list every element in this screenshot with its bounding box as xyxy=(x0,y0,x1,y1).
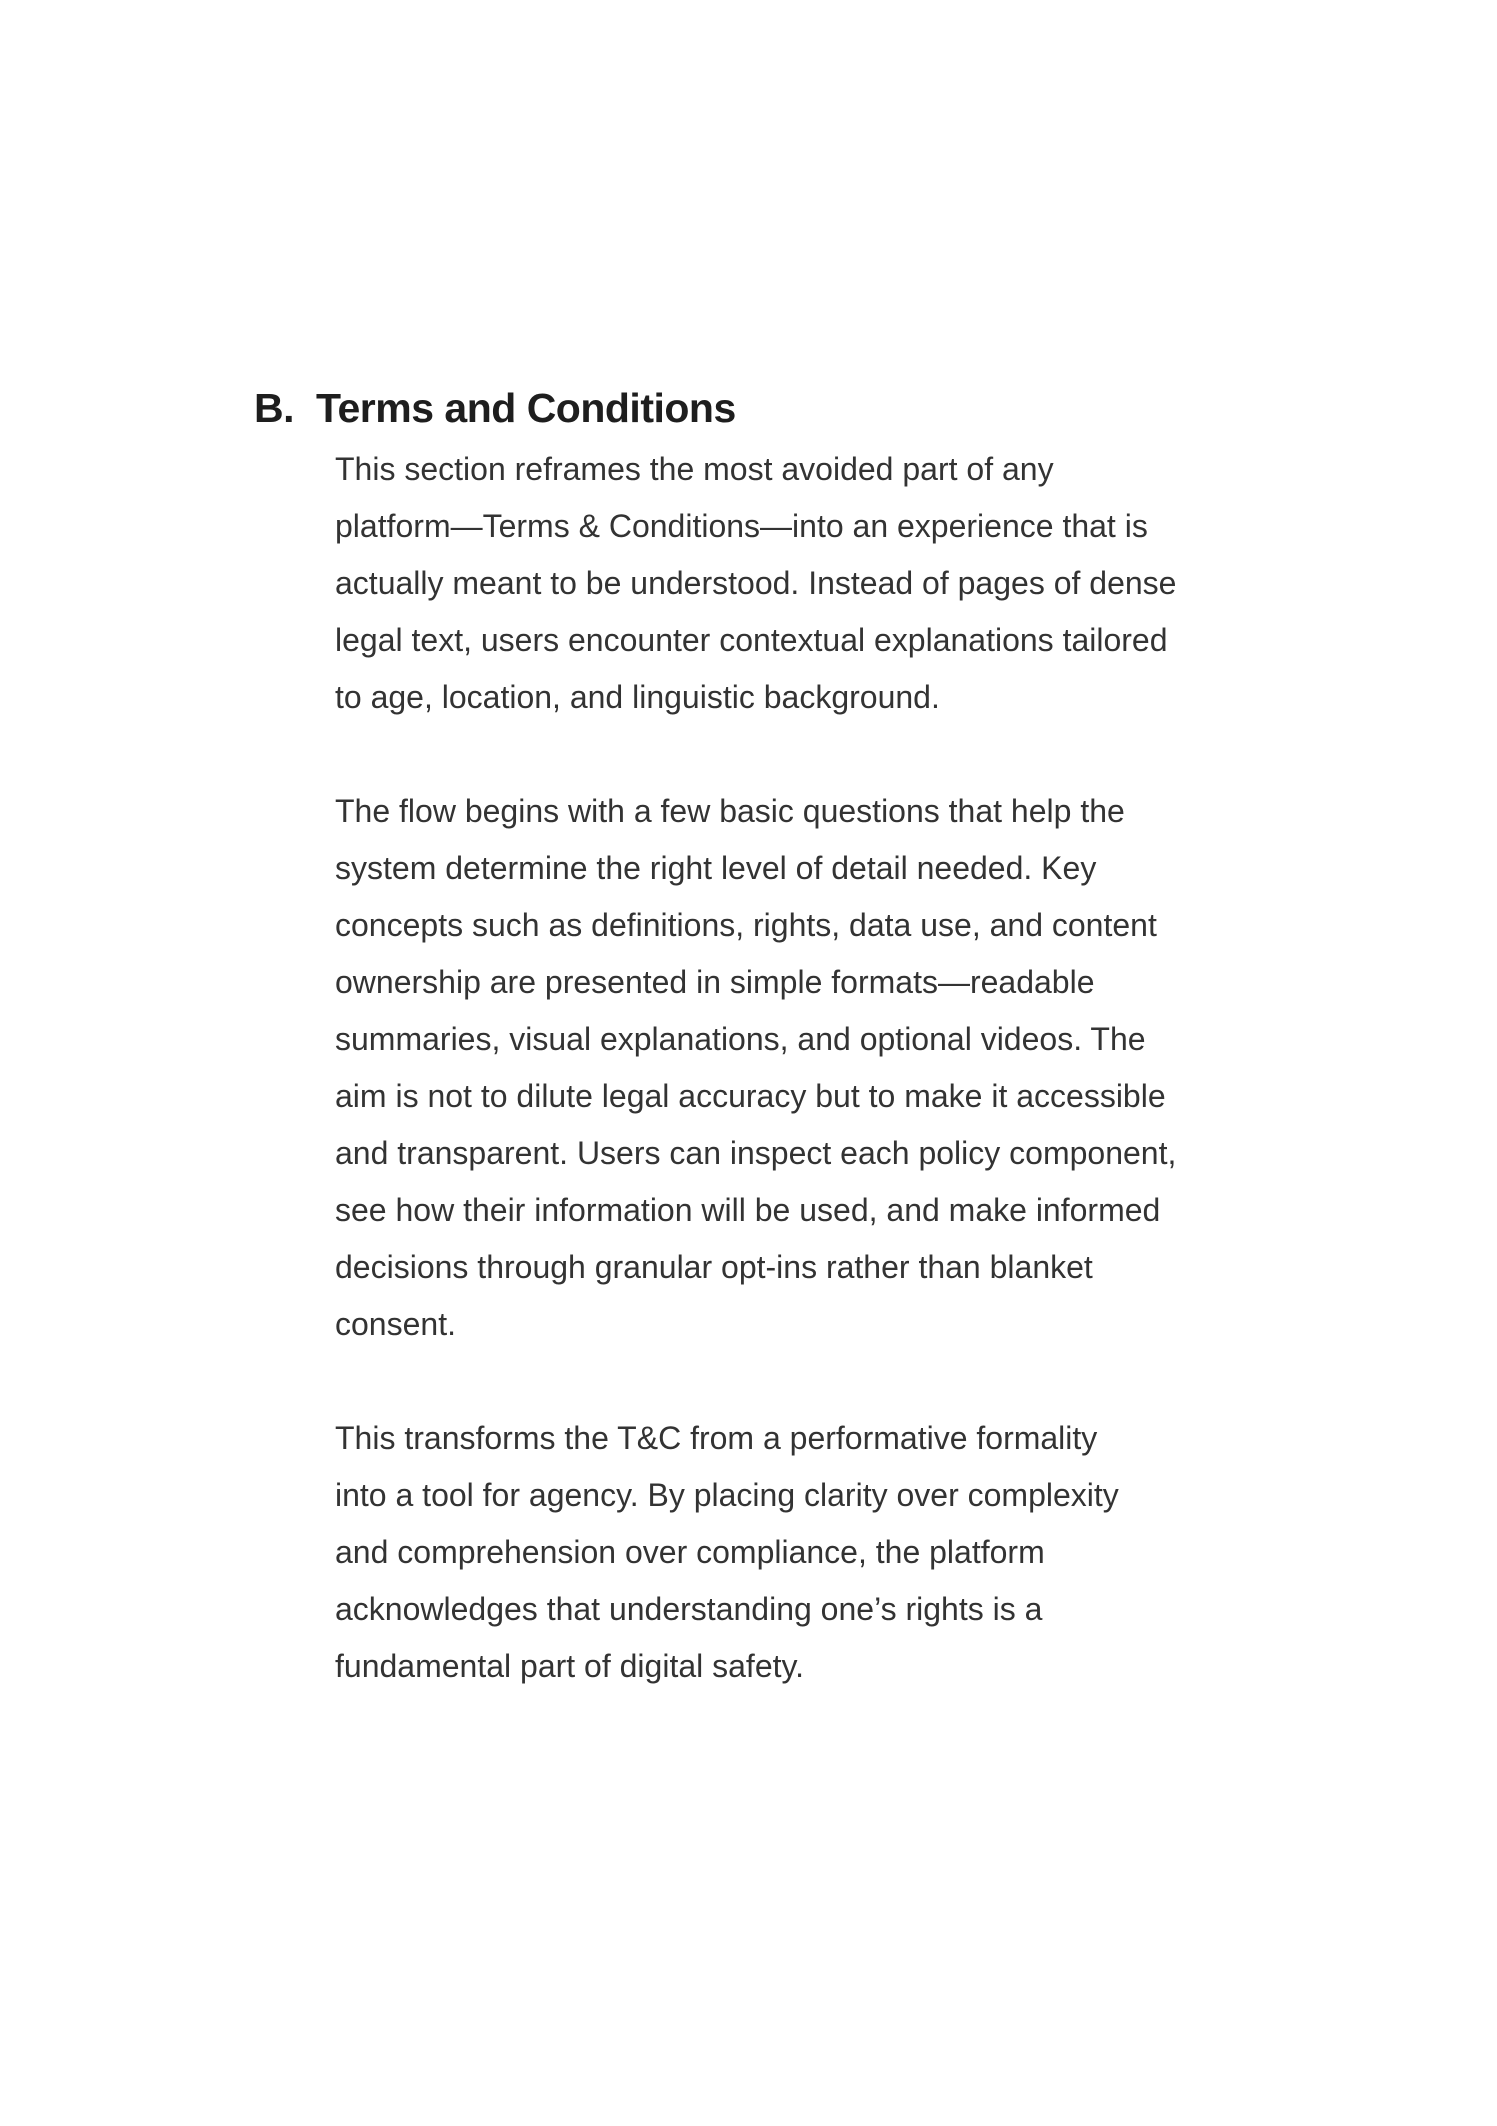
text-line: summaries, visual explanations, and optional videos. The xyxy=(335,1021,1146,1057)
text-line: concepts such as definitions, rights, data use, and content xyxy=(335,907,1157,943)
text-line: decisions through granular opt-ins rather than blanket xyxy=(335,1249,1093,1285)
text-line: and comprehension over compliance, the platform xyxy=(335,1534,1045,1570)
text-line: ownership are presented in simple formats—readable xyxy=(335,964,1095,1000)
text-line: legal text, users encounter contextual explanations tailored xyxy=(335,622,1168,658)
paragraph-conclusion xyxy=(335,1410,1250,1695)
paragraph-flow xyxy=(335,783,1250,1353)
text-line: acknowledges that understanding one’s rights is a xyxy=(335,1591,1043,1627)
text-line: fundamental part of digital safety. xyxy=(335,1648,805,1684)
text-line: into a tool for agency. By placing clarity over complexity xyxy=(335,1477,1119,1513)
text-line: The flow begins with a few basic questions that help the xyxy=(335,793,1125,829)
section-heading xyxy=(254,382,736,434)
text-line: platform—Terms & Conditions—into an experience that is xyxy=(335,508,1148,544)
paragraph-intro xyxy=(335,441,1250,726)
section-body xyxy=(335,441,1250,1752)
text-line: This section reframes the most avoided part of any xyxy=(335,451,1054,487)
text-line: system determine the right level of detail needed. Key xyxy=(335,850,1097,886)
section-title: Terms and Conditions xyxy=(316,385,736,431)
text-line: actually meant to be understood. Instead of pages of dense xyxy=(335,565,1177,601)
text-line: to age, location, and linguistic background. xyxy=(335,679,940,715)
section-letter: B. xyxy=(254,385,294,431)
text-line: consent. xyxy=(335,1306,456,1342)
text-line: aim is not to dilute legal accuracy but to make it accessible xyxy=(335,1078,1166,1114)
text-line: This transforms the T&C from a performative formality xyxy=(335,1420,1098,1456)
text-line: see how their information will be used, and make informed xyxy=(335,1192,1161,1228)
text-line: and transparent. Users can inspect each policy component, xyxy=(335,1135,1177,1171)
